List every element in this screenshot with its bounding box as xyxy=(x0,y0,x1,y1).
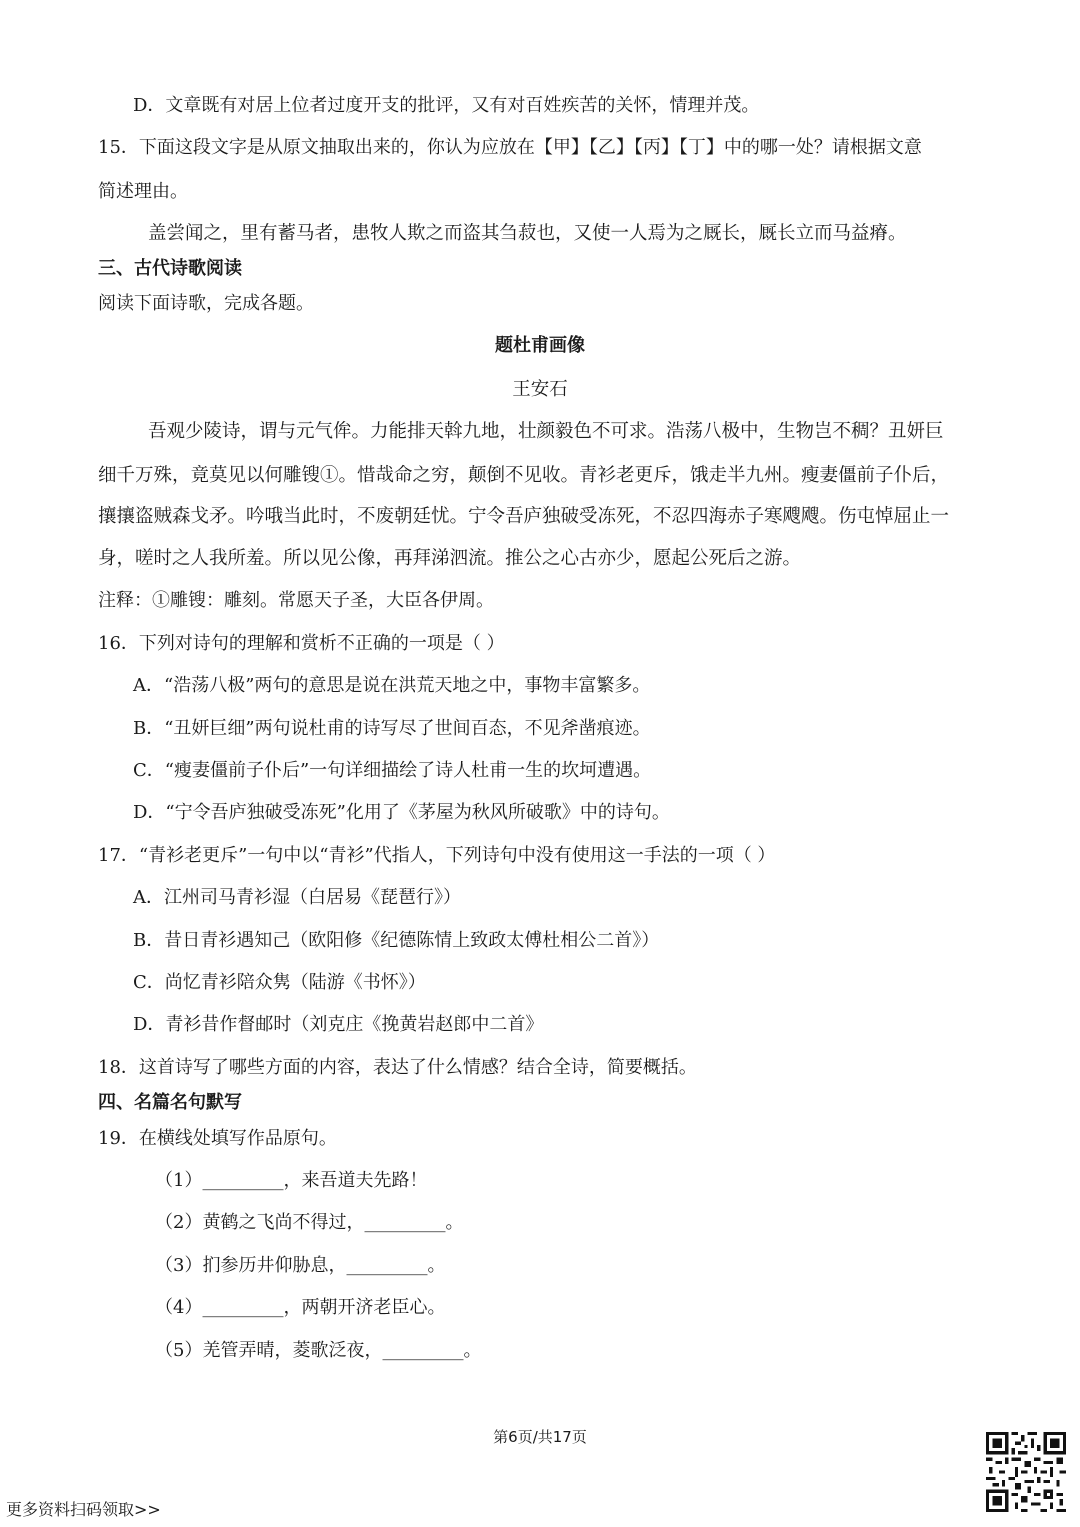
q19-item-5: （5）羌管弄晴，菱歌泛夜，_________。 xyxy=(155,1340,482,1361)
q17-option-a: A．江州司马青衫湿（白居易《琵琶行》） xyxy=(133,887,461,908)
poem-title: 题杜甫画像 xyxy=(495,335,585,356)
q17-option-c: C．尚忆青衫陪众隽（陆游《书怀》） xyxy=(133,972,426,993)
section4-heading: 四、名篇名句默写 xyxy=(98,1092,242,1113)
q19-item-3: （3）扪参历井仰胁息，_________。 xyxy=(155,1255,446,1276)
q16-option-a: A．“浩荡八极”两句的意思是说在洪荒天地之中，事物丰富繁多。 xyxy=(133,675,651,696)
q16-option-d: D．“宁令吾庐独破受冻死”化用了《茅屋为秋风所破歌》中的诗句。 xyxy=(133,802,670,823)
qr-code-icon[interactable] xyxy=(986,1432,1066,1512)
poem-note: 注释：①雕锼：雕刻。常愿天子圣，大臣各伊周。 xyxy=(98,590,494,611)
poem-line-1: 吾观少陵诗，谓与元气侔。力能排天斡九地，壮颜毅色不可求。浩荡八极中，生物岂不稠？丑妍巨 xyxy=(148,421,944,442)
poem-line-4: 身，嗟时之人我所羞。所以见公像，再拜涕泗流。推公之心古亦少，愿起公死后之游。 xyxy=(98,548,802,569)
section3-intro: 阅读下面诗歌，完成各题。 xyxy=(98,293,314,314)
q19-item-1: （1）_________，来吾道夫先路！ xyxy=(155,1170,428,1191)
q15-quote: 盖尝闻之，里有蓄马者，患牧人欺之而盗其刍菽也，又使一人焉为之厩长，厩长立而马益瘠。 xyxy=(148,223,907,244)
q18-stem: 18．这首诗写了哪些方面的内容，表达了什么情感？结合全诗，简要概括。 xyxy=(98,1057,697,1078)
q16-option-c: C．“瘦妻僵前子仆后”一句详细描绘了诗人杜甫一生的坎坷遭遇。 xyxy=(133,760,652,781)
q19-item-4: （4）_________，两朝开济老臣心。 xyxy=(155,1297,446,1318)
poem-line-2: 细千万殊，竟莫见以何雕锼①。惜哉命之穷，颠倒不见收。青衫老更斥，饿走半九州。瘦妻僵前子仆后， xyxy=(98,465,950,486)
q16-stem: 16．下列对诗句的理解和赏析不正确的一项是（ ） xyxy=(98,633,505,654)
section3-heading: 三、古代诗歌阅读 xyxy=(98,258,242,279)
q17-option-b: B．昔日青衫遇知己（欧阳修《纪德陈情上致政太傅杜相公二首》） xyxy=(133,930,660,951)
poem-line-3: 攘攘盗贼森戈矛。吟哦当此时，不废朝廷忧。宁令吾庐独破受冻死，不忍四海赤子寒飕飕。伤屯悼屈止一 xyxy=(98,506,950,527)
page-number: 第6页/共17页 xyxy=(493,1428,587,1446)
q19-stem: 19．在横线处填写作品原句。 xyxy=(98,1128,337,1149)
q15-stem-line2: 简述理由。 xyxy=(98,181,188,202)
q14-option-d: D．文章既有对居上位者过度开支的批评，又有对百姓疾苦的关怀，情理并茂。 xyxy=(133,95,760,116)
q19-item-2: （2）黄鹤之飞尚不得过，_________。 xyxy=(155,1212,464,1233)
q15-stem-line1: 15．下面这段文字是从原文抽取出来的，你认为应放在【甲】【乙】【丙】【丁】中的哪一处？请根据文意 xyxy=(98,137,922,158)
more-resources-link[interactable]: 更多资料扫码领取>> xyxy=(6,1500,161,1519)
q17-stem: 17．“青衫老更斥”一句中以“青衫”代指人，下列诗句中没有使用这一手法的一项（ ） xyxy=(98,845,776,866)
q17-option-d: D．青衫昔作督邮时（刘克庄《挽黄岩赵郎中二首》 xyxy=(133,1014,544,1035)
poem-author: 王安石 xyxy=(512,379,568,400)
q16-option-b: B．“丑妍巨细”两句说杜甫的诗写尽了世间百态，不见斧凿痕迹。 xyxy=(133,718,651,739)
